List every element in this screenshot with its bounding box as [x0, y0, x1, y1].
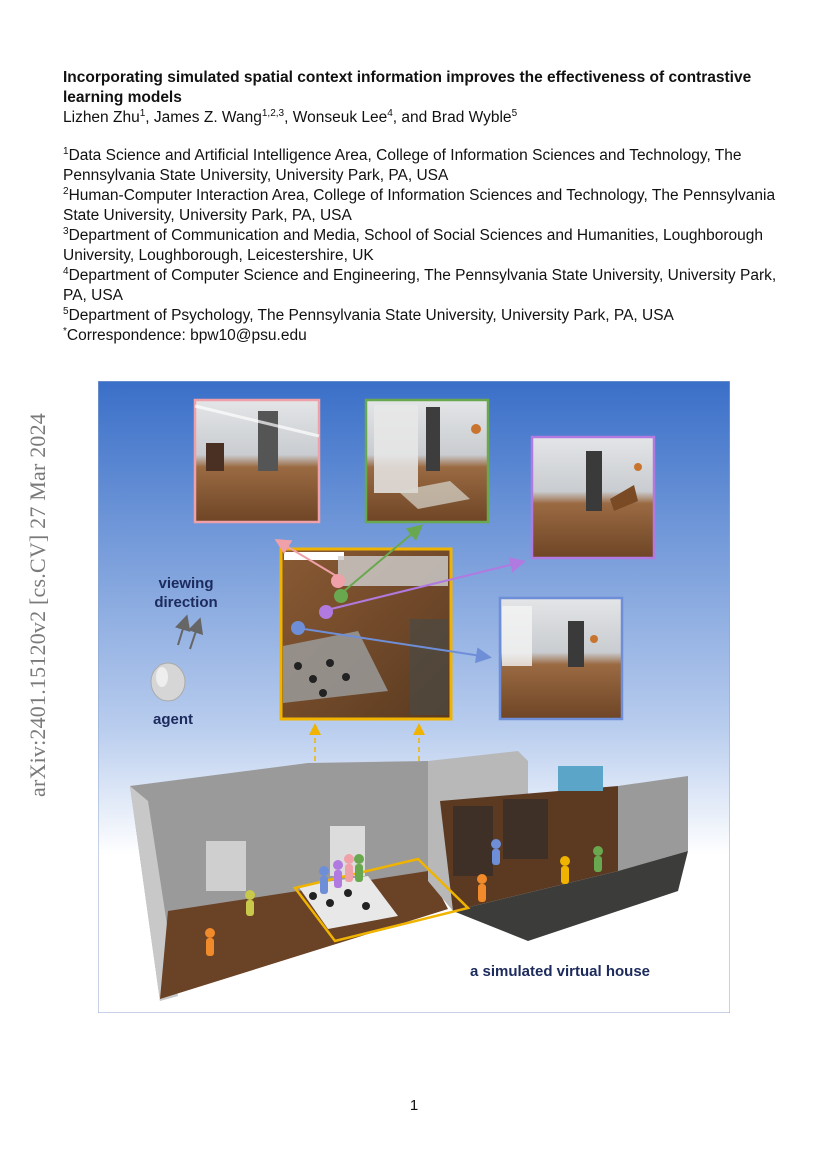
arxiv-id: arXiv:2401.15120v2 [cs.CV] 27 Mar 2024 [25, 413, 50, 797]
viewing-direction-label-2: direction [154, 594, 218, 611]
overview-figure [98, 381, 730, 1013]
author: Lizhen Zhu$^1$, [63, 107, 154, 126]
view-image-green [366, 400, 488, 522]
house-label: a simulated virtual house [469, 963, 651, 980]
person-icon [477, 874, 487, 902]
arxiv-sidebar-stamp [20, 360, 56, 850]
affiliation: $^5$Department of Psychology, The Pennsylvania State University, University Park, PA, USA [63, 305, 674, 324]
person-icon [245, 890, 255, 916]
agent-dot-green [334, 589, 348, 603]
agent-dot-blue [291, 621, 305, 635]
person-icon [319, 866, 329, 894]
correspondence: *Correspondence: bpw10@psu.edu [63, 325, 307, 344]
affiliation-list [63, 146, 783, 346]
author: Brad Wyble$^5$ [431, 107, 518, 126]
person-icon [344, 854, 354, 882]
agent-label: agent [152, 711, 194, 728]
affiliation: $^3$Department of Communication and Media, School of Social Sciences and Humanities, Loughborough University, Loughborough, Leicestershire, UK [63, 225, 764, 264]
person-icon [560, 856, 570, 884]
viewing-direction-label: viewing [158, 575, 214, 592]
author: James Z. Wang$^{1,2,3}$, [153, 107, 293, 126]
person-icon [205, 928, 215, 956]
affiliation: $^1$Data Science and Artificial Intelligence Area, College of Information Sciences and Technology, The Pennsylvania State University, University Park, PA, USA [63, 145, 742, 184]
agent-head-icon [151, 663, 185, 701]
top-down-floor-view [281, 549, 451, 719]
author: Wonseuk Lee$^4$, and [292, 107, 432, 126]
affiliation: $^4$Department of Computer Science and Engineering, The Pennsylvania State University, University Park, PA, USA [63, 265, 777, 304]
view-image-purple [532, 437, 654, 558]
agent-dot-purple [319, 605, 333, 619]
paper-title: Incorporating simulated spatial context information improves the effectiveness of contrastive learning models [63, 69, 752, 106]
affiliation: $^2$Human-Computer Interaction Area, College of Information Sciences and Technology, The Pennsylvania State University, University Park, PA, USA [63, 185, 776, 224]
page-number: 1 [409, 1097, 419, 1114]
view-image-pink [195, 400, 319, 522]
person-icon [491, 839, 501, 865]
view-image-blue [500, 598, 622, 719]
person-icon [593, 846, 603, 872]
person-icon [354, 854, 364, 882]
author-list [63, 108, 517, 128]
person-icon [333, 860, 343, 888]
